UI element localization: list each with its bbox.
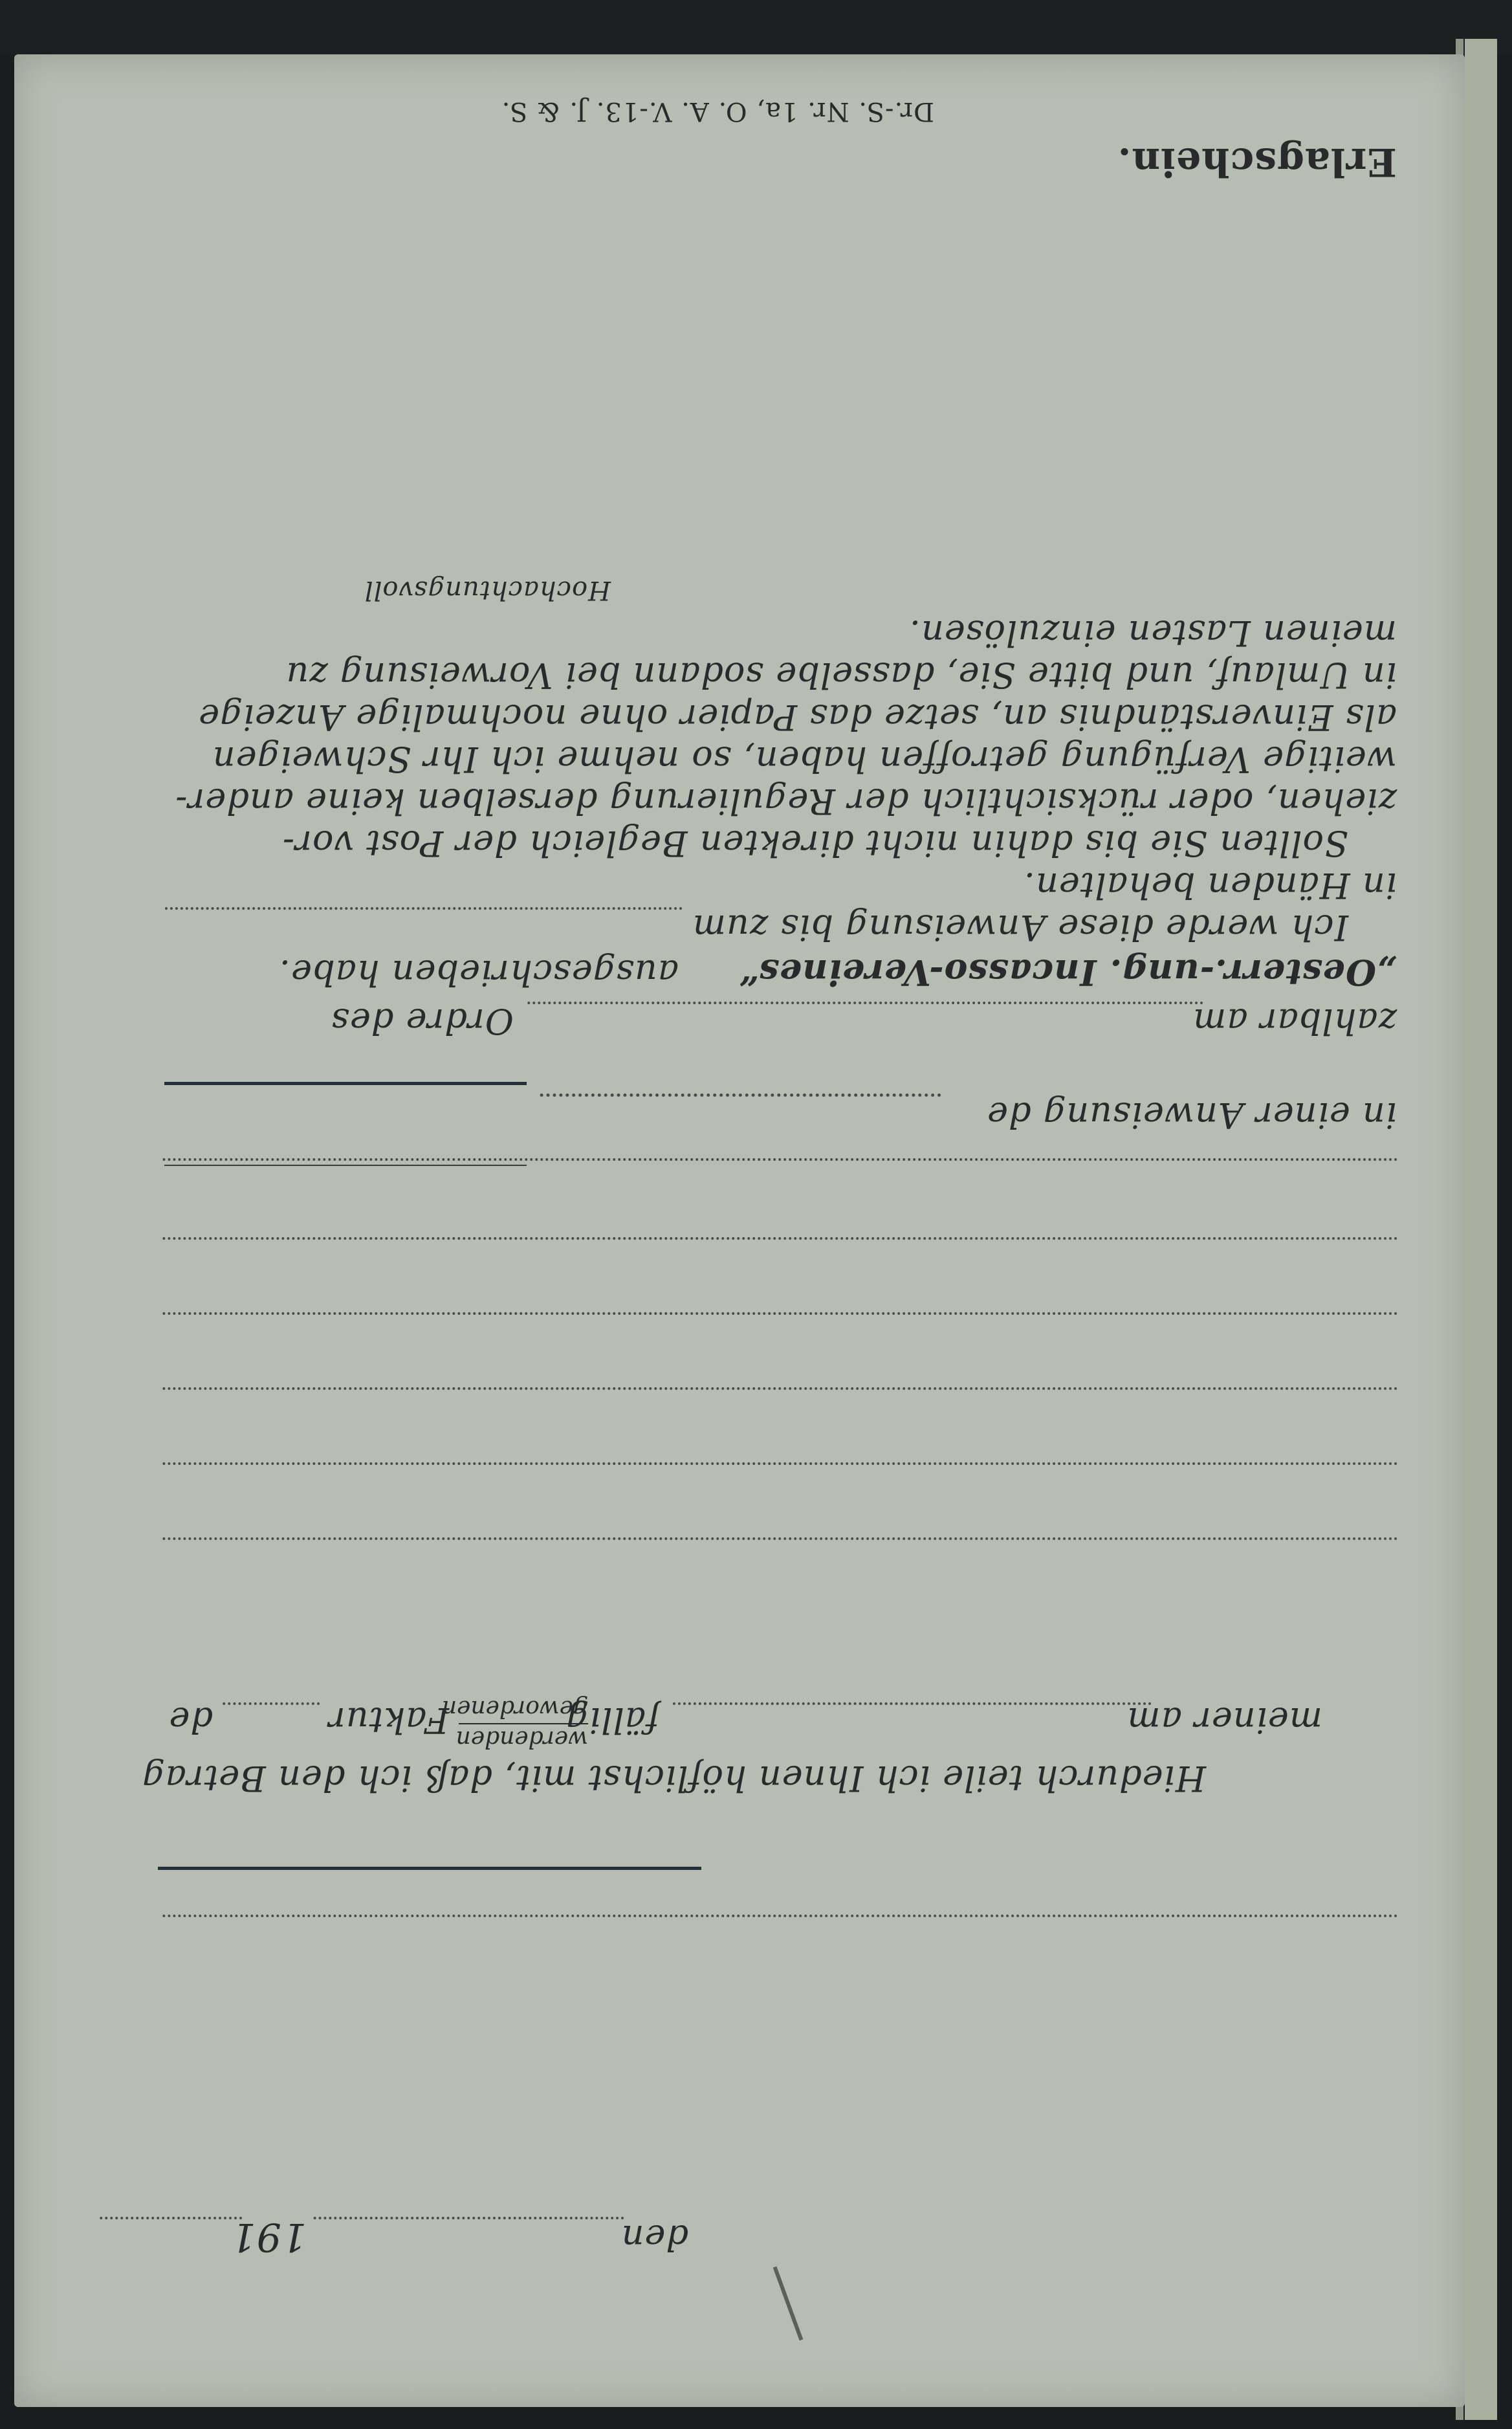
date-label: den: [620, 2217, 688, 2258]
zahlbar-am-label: zahlbar am: [1192, 1001, 1397, 1042]
year-field[interactable]: [100, 2217, 242, 2219]
anweisung-field[interactable]: [540, 1094, 941, 1097]
faellig-label: fällig: [565, 1700, 659, 1741]
closing-text: Hochachtungsvoll: [364, 575, 611, 605]
in-einer-anweisung-label: in einer Anweisung de: [987, 1095, 1397, 1136]
paragraph-line-1: Sollten Sie bis dahin nicht direkten Begleich der Post vor-: [281, 823, 1348, 864]
blank-line-6-rule: [164, 1165, 527, 1166]
fraction-line: [459, 1723, 588, 1724]
haenden-text: in Händen behalten.: [1023, 865, 1397, 906]
next-page-edge: [1465, 39, 1497, 2420]
blank-line-6[interactable]: [161, 1158, 1397, 1161]
year-prefix: 191: [230, 2214, 307, 2259]
werdenden-gewordenen-fraction: [441, 1695, 588, 1752]
faktur-label: Faktur: [327, 1700, 449, 1741]
anweisung-underline: [164, 1082, 527, 1085]
meiner-am-label: meiner am: [1126, 1700, 1322, 1741]
paragraph-line-5: in Umlauf, und bitte Sie, dasselbe sodann bei Vorweisung zu: [285, 655, 1397, 696]
de-label-1: de: [168, 1700, 213, 1741]
payment-notice-form: [14, 54, 1465, 2407]
printer-note: Dr.-S. Nr. 1a, O. A. V.-13. J. & S.: [501, 96, 934, 126]
address-line-1[interactable]: [161, 1915, 1397, 1917]
address-underline: [158, 1867, 701, 1870]
paragraph-line-6: meinen Lasten einzulösen.: [908, 613, 1397, 654]
verein-name: „Oesterr.-ung. Incasso-Vereines“: [738, 952, 1397, 993]
paragraph-line-4: als Einverständnis an, setze das Papier ohne nochmalige Anzeige: [198, 697, 1397, 738]
date-field[interactable]: [313, 2217, 624, 2219]
ordre-des-label: Ordre des: [331, 1001, 514, 1042]
zahlbar-am-field[interactable]: [527, 1002, 1203, 1004]
frac-bottom: gewordenen: [441, 1695, 588, 1722]
bis-zum-field[interactable]: [164, 907, 682, 910]
frac-top: werdenden: [455, 1726, 588, 1752]
blank-line-3[interactable]: [161, 1387, 1397, 1390]
paragraph-line-3: weitige Verfügung getroffen haben, so nehme ich Ihr Schweigen: [212, 739, 1397, 780]
intro-text: Hiedurch teile ich Ihnen höflichst mit, daß ich den Betrag: [142, 1758, 1206, 1799]
date-am-field[interactable]: [672, 1702, 1151, 1705]
werde-bis-zum-text: Ich werde diese Anweisung bis zum: [692, 907, 1348, 948]
document-title: Erlagschein.: [1117, 139, 1397, 184]
blank-line-5[interactable]: [161, 1237, 1397, 1240]
scan-background: [0, 0, 1512, 54]
paragraph-line-2: ziehen, oder rücksichtlich der Regulierung derselben keine ander-: [175, 781, 1397, 822]
blank-line-2[interactable]: [161, 1462, 1397, 1465]
blank-line-4[interactable]: [161, 1312, 1397, 1315]
blank-line-1[interactable]: [161, 1537, 1397, 1540]
faktur-field[interactable]: [223, 1702, 320, 1705]
ausgeschrieben-text: ausgeschrieben habe.: [278, 952, 679, 993]
